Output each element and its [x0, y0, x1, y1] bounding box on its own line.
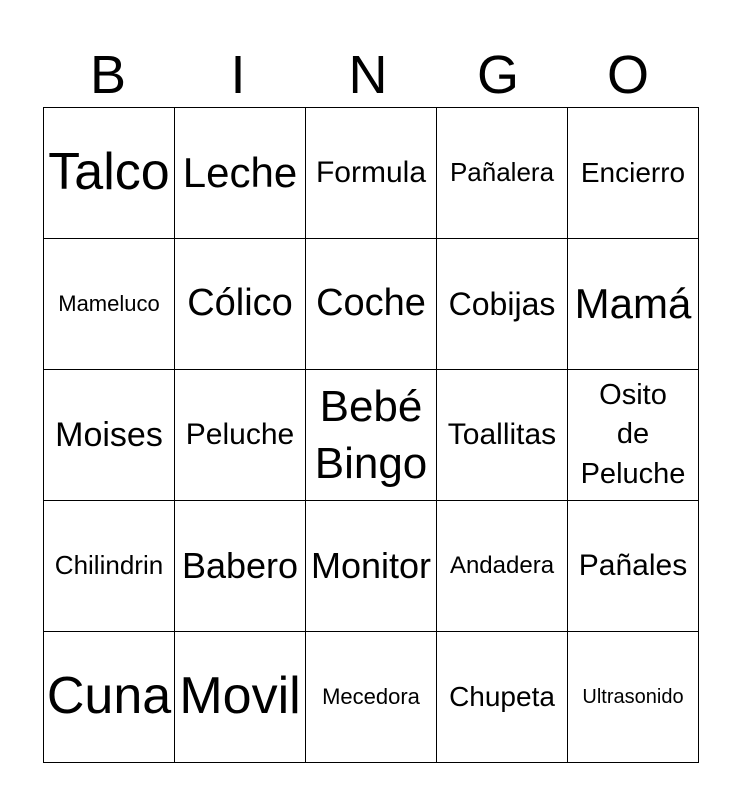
- bingo-cell[interactable]: Leche: [175, 108, 306, 239]
- bingo-cell[interactable]: Monitor: [306, 501, 437, 632]
- bingo-cell[interactable]: Movil: [175, 632, 306, 763]
- bingo-cell[interactable]: Talco: [44, 108, 175, 239]
- header-letter-n: N: [348, 45, 388, 105]
- bingo-cell[interactable]: Formula: [306, 108, 437, 239]
- bingo-cell[interactable]: Pañales: [568, 501, 699, 632]
- bingo-cell[interactable]: Ultrasonido: [568, 632, 699, 763]
- bingo-cell[interactable]: Mameluco: [44, 239, 175, 370]
- header-letter-i: I: [230, 45, 246, 105]
- bingo-cell[interactable]: Cobijas: [437, 239, 568, 370]
- bingo-cell[interactable]: Toallitas: [437, 370, 568, 501]
- bingo-cell[interactable]: Chilindrin: [44, 501, 175, 632]
- bingo-cell[interactable]: Mecedora: [306, 632, 437, 763]
- bingo-cell[interactable]: Peluche: [175, 370, 306, 501]
- bingo-cell[interactable]: Moises: [44, 370, 175, 501]
- bingo-cell[interactable]: Andadera: [437, 501, 568, 632]
- bingo-cell[interactable]: Cólico: [175, 239, 306, 370]
- board-row: [44, 108, 699, 239]
- bingo-cell[interactable]: Pañalera: [437, 108, 568, 239]
- board-row: [44, 239, 699, 370]
- bingo-cell[interactable]: Cuna: [44, 632, 175, 763]
- bingo-cell[interactable]: Mamá: [568, 239, 699, 370]
- header-letter-b: B: [89, 45, 127, 105]
- bingo-cell[interactable]: Encierro: [568, 108, 699, 239]
- bingo-cell[interactable]: Babero: [175, 501, 306, 632]
- header-letter-o: O: [606, 45, 649, 105]
- header-letter-g: G: [476, 45, 519, 105]
- board-row: [44, 501, 699, 632]
- bingo-cell[interactable]: Coche: [306, 239, 437, 370]
- bingo-board: [43, 107, 699, 763]
- board-row: [44, 632, 699, 763]
- bingo-cell[interactable]: Osito de Peluche: [568, 370, 699, 501]
- board-row: [44, 370, 699, 501]
- bingo-header: [43, 44, 693, 106]
- bingo-cell-free[interactable]: Bebé Bingo: [306, 370, 437, 501]
- bingo-cell[interactable]: Chupeta: [437, 632, 568, 763]
